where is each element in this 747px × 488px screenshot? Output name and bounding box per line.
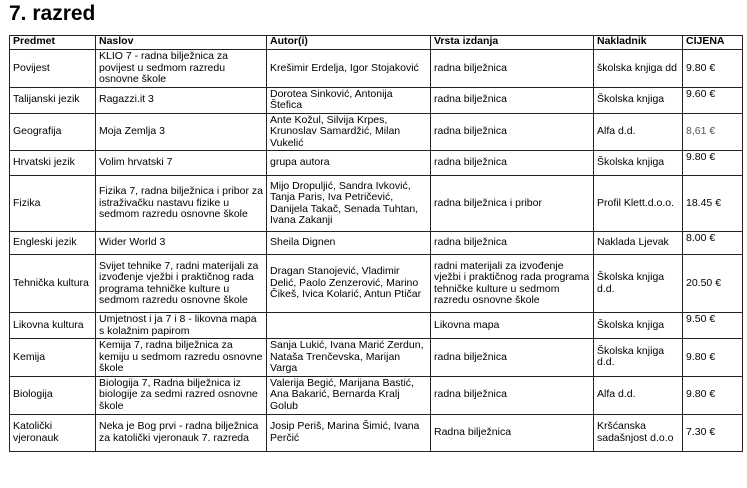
subject-cell: Biologija [10, 376, 96, 414]
title-cell: Biologija 7, Radna bilježnica iz biologije za sedmi razred osnovne škole [96, 376, 267, 414]
subject-cell: Engleski jezik [10, 232, 96, 255]
title-cell: Moja Zemlja 3 [96, 113, 267, 151]
authors-cell: grupa autora [267, 151, 431, 176]
table-row [10, 232, 743, 255]
title-cell: KLIO 7 - radna bilježnica za povijest u sedmom razredu osnovne škole [96, 50, 267, 88]
publisher-cell: Naklada Ljevak [594, 232, 683, 255]
subject-cell: Talijanski jezik [10, 87, 96, 113]
title-cell: Umjetnost i ja 7 i 8 - likovna mapa s kolažnim papirom [96, 313, 267, 339]
price-cell: 18.45 € [683, 176, 743, 232]
publisher-cell: Školska knjiga [594, 87, 683, 113]
publisher-cell: Profil Klett.d.o.o. [594, 176, 683, 232]
header-cijena: CIJENA [683, 36, 743, 50]
authors-cell: Krešimir Erdelja, Igor Stojaković [267, 50, 431, 88]
table-row [10, 376, 743, 414]
header-autori: Autor(i) [267, 36, 431, 50]
title-cell: Kemija 7, radna bilježnica za kemiju u sedmom razredu osnovne škole [96, 339, 267, 377]
edition-type-cell: Radna bilježnica [431, 414, 594, 451]
edition-type-cell: radna bilježnica [431, 339, 594, 377]
title-cell: Svijet tehnike 7, radni materijali za izvođenje vježbi i praktičnog rada programa tehničke kulture u sedmom razredu osnovne škole [96, 255, 267, 313]
edition-type-cell: radna bilježnica [431, 113, 594, 151]
subject-cell: Tehnička kultura [10, 255, 96, 313]
edition-type-cell: radna bilježnica [431, 87, 594, 113]
authors-cell: Ante Kožul, Silvija Krpes, Krunoslav Samardžić, Milan Vukelić [267, 113, 431, 151]
publisher-cell: Školska knjiga [594, 151, 683, 176]
authors-cell: Valerija Begić, Marijana Bastić, Ana Bakarić, Bernarda Kralj Golub [267, 376, 431, 414]
subject-cell: Likovna kultura [10, 313, 96, 339]
edition-type-cell: radna bilježnica [431, 376, 594, 414]
title-cell: Wider World 3 [96, 232, 267, 255]
publisher-cell: Alfa d.d. [594, 113, 683, 151]
table-row [10, 50, 743, 88]
publisher-cell: Školska knjiga [594, 313, 683, 339]
title-cell: Fizika 7, radna bilježnica i pribor za istraživačku nastavu fizike u sedmom razredu osnovne škole [96, 176, 267, 232]
table-row [10, 87, 743, 113]
header-predmet: Predmet [10, 36, 96, 50]
authors-cell: Dragan Stanojević, Vladimir Delić, Paolo Zenzerović, Marino Čikeš, Ivica Kolarić, Antun Ptičar [267, 255, 431, 313]
publisher-cell: Alfa d.d. [594, 376, 683, 414]
authors-cell: Sanja Lukić, Ivana Marić Zerdun, Nataša Trenčevska, Marijan Varga [267, 339, 431, 377]
price-cell: 9.80 € [683, 50, 743, 88]
table-row [10, 255, 743, 313]
publisher-cell: Kršćanska sadašnjost d.o.o [594, 414, 683, 451]
price-cell: 9.80 € [683, 151, 743, 176]
authors-cell: Josip Periš, Marina Šimić, Ivana Perčić [267, 414, 431, 451]
publisher-cell: Školska knjiga d.d. [594, 255, 683, 313]
authors-cell [267, 313, 431, 339]
header-row [10, 36, 743, 50]
edition-type-cell: radni materijali za izvođenje vježbi i praktičnog rada programa tehničke kulture u sedmom razredu osnovne škole [431, 255, 594, 313]
table-row [10, 339, 743, 377]
table-row [10, 414, 743, 451]
table-row [10, 151, 743, 176]
subject-cell: Geografija [10, 113, 96, 151]
table-row [10, 176, 743, 232]
edition-type-cell: radna bilježnica [431, 50, 594, 88]
subject-cell: Katolički vjeronauk [10, 414, 96, 451]
header-vrsta: Vrsta izdanja [431, 36, 594, 50]
edition-type-cell: radna bilježnica [431, 151, 594, 176]
authors-cell: Sheila Dignen [267, 232, 431, 255]
authors-cell: Dorotea Sinković, Antonija Štefica [267, 87, 431, 113]
price-cell: 9.50 € [683, 313, 743, 339]
price-cell: 9.60 € [683, 87, 743, 113]
subject-cell: Hrvatski jezik [10, 151, 96, 176]
edition-type-cell: radna bilježnica [431, 232, 594, 255]
header-naslov: Naslov [96, 36, 267, 50]
subject-cell: Fizika [10, 176, 96, 232]
table-row [10, 113, 743, 151]
subject-cell: Kemija [10, 339, 96, 377]
price-cell: 20.50 € [683, 255, 743, 313]
header-nakladnik: Nakladnik [594, 36, 683, 50]
price-cell: 9.80 € [683, 376, 743, 414]
price-cell: 9.80 € [683, 339, 743, 377]
title-cell: Ragazzi.it 3 [96, 87, 267, 113]
publisher-cell: školska knjiga dd [594, 50, 683, 88]
page-title: 7. razred [9, 2, 96, 25]
price-cell: 7.30 € [683, 414, 743, 451]
subject-cell: Povijest [10, 50, 96, 88]
price-cell: 8,61 € [683, 113, 743, 151]
title-cell: Volim hrvatski 7 [96, 151, 267, 176]
edition-type-cell: Likovna mapa [431, 313, 594, 339]
textbook-table [9, 35, 743, 452]
publisher-cell: Školska knjiga d.d. [594, 339, 683, 377]
title-cell: Neka je Bog prvi - radna bilježnica za katolički vjeronauk 7. razreda [96, 414, 267, 451]
authors-cell: Mijo Dropuljić, Sandra Ivković, Tanja Paris, Iva Petričević, Danijela Takač, Senada Tuhtan, Ivana Zakanji [267, 176, 431, 232]
edition-type-cell: radna bilježnica i pribor [431, 176, 594, 232]
table-row [10, 313, 743, 339]
price-cell: 8.00 € [683, 232, 743, 255]
